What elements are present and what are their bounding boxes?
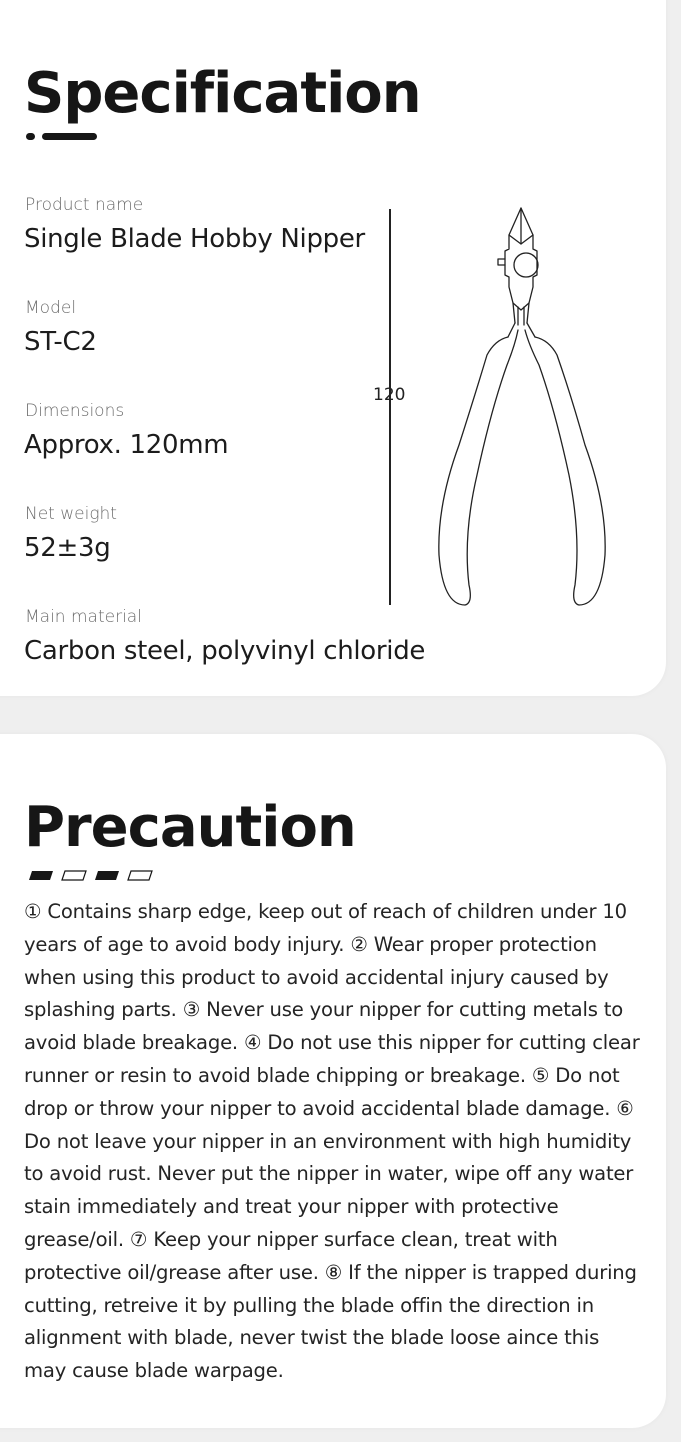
title-decoration-parallelograms — [26, 870, 156, 881]
net-weight-label: Net weight — [25, 504, 117, 524]
title-decoration-dot — [26, 133, 35, 140]
precaution-text: ① Contains sharp edge, keep out of reach of children under 10 years of age to avoid body injury. ② Wear proper protection when using this product to avoid accidental injury caused by splashing parts. ③ Never use your nipper for cutting metals to avoid blade breakage. ④ Do not use this nipper for cutting clear runner or resin to avoid blade chipping or breakage. ⑤ Do not drop or throw your nipper to avoid accidental blade damage. ⑥ Do not leave your nipper in an environment with high humidity to avoid rust. Never put the nipper in water, wipe off any water stain immediately and treat your nipper with protective grease/oil. ⑦ Keep your nipper surface clean, treat with protective oil/grease after use. ⑧ If the nipper is trapped during cutting, retreive it by pulling the blade offin the direction in alignment with blade, never twist the blade loose aince this may cause blade warpage. — [24, 900, 640, 1383]
main-material-value: Carbon steel, polyvinyl chloride — [24, 636, 426, 666]
dimensions-label: Dimensions — [25, 401, 125, 421]
dimensions-value: Approx. 120mm — [24, 430, 229, 460]
nipper-outline-illustration — [425, 205, 625, 610]
specification-title: Specification — [24, 61, 421, 126]
product-name-value: Single Blade Hobby Nipper — [24, 224, 365, 254]
model-label: Model — [25, 298, 77, 318]
precaution-title: Precaution — [24, 795, 356, 860]
title-decoration-bar — [42, 133, 97, 140]
model-value: ST-C2 — [24, 327, 97, 357]
net-weight-value: 52±3g — [24, 533, 111, 563]
dimension-line — [389, 209, 391, 605]
main-material-label: Main material — [25, 607, 142, 627]
product-name-label: Product name — [25, 195, 144, 215]
dimension-label: 120 — [373, 385, 406, 405]
